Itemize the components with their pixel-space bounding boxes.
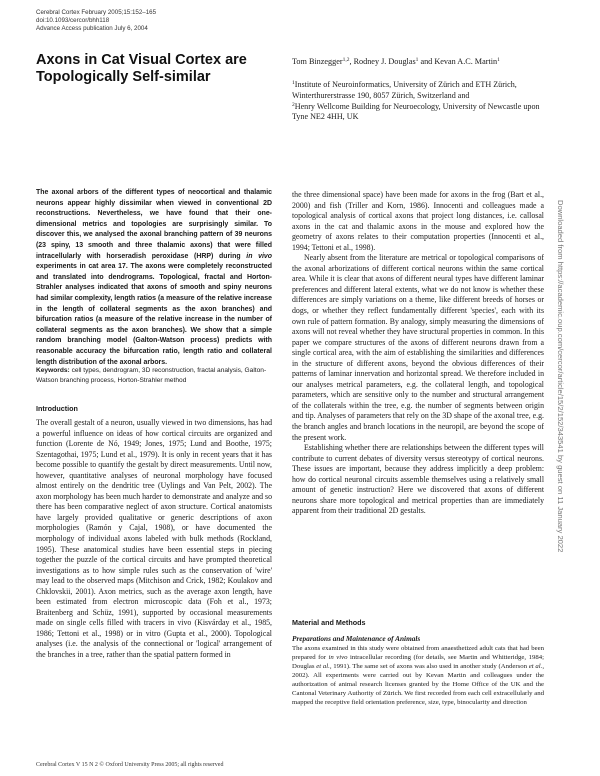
methods-paragraph: The axons examined in this study were obtained from anaesthetized adult cats that had been prepared for in vivo intracellular recording (for details, see Martin and Whitteridge, 1984; Douglas et al., 1991). The same set of axons was also used in another study (Anderson et al., 2002). All experiments were carried out by Kevan Martin and colleagues under the authorization of animal research licenses granted by the Home Office of the UK and the Cantonal Veterinary Authority of Zürich. We first recorded from each cell extracellularly and mapped the receptive field orientation preference, size, type, binocularity and direction <box>292 645 545 707</box>
methods-italic: et al. <box>528 663 543 671</box>
affiliation-mark: 1 <box>292 80 295 86</box>
author-affiliation-mark: 1 <box>497 57 500 63</box>
doi-line: doi:10.1093/cercor/bhh118 <box>36 17 110 25</box>
author-list: Tom Binzegger$^{1,2}$, Rodney J. Douglas$^1$ and Kevan A.C. Martin$^1$ <box>292 57 500 66</box>
introduction-heading: Introduction <box>36 404 78 413</box>
affiliation-text: Henry Wellcome Building for Neuroecology, University of Newcastle upon Tyne NE2 4HH, UK <box>292 101 540 122</box>
right-column-text <box>292 190 544 517</box>
col2-paragraph-2: Nearly absent from the literature are metrical or topological comparisons of the axonal arborizations of different cortical neurons within the same cortical area. While it is clear that axons of different neural types have different laminar preferences and different lateral extents, what we do not know is whether these differences are simply variations on a theme, like different breeds of horses or dogs, or whether they reflect fundamentally different 'species', each with its own rule of pattern formation. By analogy, simply measuring the dimensions of axons will not reveal whether they have structural properties in common. In this paper we compare structures of the axons of different neurons drawn from a single cortical area, with the aim of establishing the similarities and differences in the structure of different axons, beyond the obvious differences of their patterns of laminar innervation and horizontal spread. We therefore included in our analyses metrical parameters, e.g. the collateral length, and topological parameters, which are sensitive only to the number and structural arrangement of the collaterals within the tree, e.g. the number of segments between origin and tip. Analyses of parameters that rely on the 3D shape of the axonal tree, e.g. the branch angles and branch locations in the neuropil, are beyond the scope of the present work. <box>292 253 544 442</box>
watermark-text: Downloaded from https://academic.oup.com/cercor/article/15/2/152/343541 by guest on 11 January 2022 <box>556 200 565 553</box>
author-name: Kevan A.C. Martin <box>434 57 498 66</box>
preparations-subheading: Preparations and Maintenance of Animals <box>292 634 421 643</box>
page-footer: Cerebral Cortex V 15 N 2 © Oxford University Press 2005; all rights reserved <box>36 762 224 768</box>
intro-text: The overall gestalt of a neuron, usually viewed in two dimensions, has had a powerful influence on ideas of how cortical circuits are organized and function (Lorente de Nó, 1949; Jones, 1975; Lund and Boothe, 1975; Szentagothai, 1975; Lund et al., 1979). It is only in recent years that it has become possible to quantify the gestalt by direct measurements. Until now, however, quantitative analyses of neuronal morphology have focused almost entirely on the dendritic tree (Uylings and Van Pelt, 2002). The axon morphology has been much harder to demonstrate and analyze and so there has been comparative neglect of axon structure. Cortical anatomists have largely provided qualitative or generic descriptions of axon morphologies (Ramón y Cajal, 1908), or have documented the morphology of individual axons labeled with bulk methods (Rockland, 1995). These anatomical studies have been essential steps in piecing together the puzzle of the cortical circuits and have prompted theoretical investigations as to how simple rules such as the conservation of 'wire' may lead to the observed maps (Mitchison and Crick, 1982; Koulakov and Chklovskii, 2001). Axon metrics, such as the average axon length, have been estimated from electron microscopic data (Foh et al., 1973; Braitenberg and Schüz, 1991), supported by occasional measurements made on single cells filled with tracers in vivo (Kisvárday et al., 1985, 1986; Tettoni et al., 1998) or in vitro (Gupta et al., 2000). Topological analyses (i.e. the analysis of the connectional or 'logical' arrangement of the branches in a tree, rather than the spatial pattern formed in <box>36 418 272 660</box>
methods-italic: et al. <box>316 663 330 671</box>
keywords <box>36 366 272 387</box>
col2-paragraph-1: the three dimensional space) have been made for axons in the frog (Bart et al., 2000) and fish (Triller and Korn, 1986). Innocenti and colleagues made a topological analysis of cortical axons that project long distances, i.e. callosal axons in the cat and thalamic axons in the mouse and explored how the geometry of axons relates to their computation properties (Innocenti et al., 1994; Tettoni et al., 1998). <box>292 190 544 252</box>
col2-paragraph-3: Establishing whether there are relationships between the different types will contribute to current debates of diversity versus stereotypy of cortical neurons. These issues are important, because they address implicitly a deep problem: how do cortical neuronal circuits assemble themselves using a relatively small amount of genetic instruction? Here we discovered that axons of different neurons share more topological and metrical properties than are immediately apparent from their traditional 2D gestalts. <box>292 443 544 516</box>
author-affiliation-mark: 1 <box>415 57 419 63</box>
methods-italic: in vivo <box>328 654 348 662</box>
advance-access-line: Advance Access publication July 6, 2004 <box>36 25 148 33</box>
abstract: The axonal arbors of the different types of neocortical and thalamic neurons appear highly dissimilar when viewed in conventional 2D reconstructions. Nevertheless, we have found that their one-dimensional metrics and topologies are surprisingly similar. To discover this, we analysed the axonal branching pattern of 39 neurons (23 spiny, 13 smooth and three thalamic axons) that were filled intracellularly with horseradish peroxidase (HRP) during in vivo experiments in cat area 17. The axons were completely reconstructed and translated into dendrograms. Topological, fractal and Horton-Strahler analyses indicated that axons of smooth and spiny neurons had similar complexity, length ratios (a measure of the relative increase in the length of collateral segments as the axon branches) and bifurcation ratios (a measure of the relative increase in the number of collateral segments as the axon branches). We show that a simple random branching model (Galton-Watson process) predicts with reasonable accuracy the bifurcation ratio, length ratio and collateral length distribution of the axonal arbors. <box>36 189 272 366</box>
keywords-label: Keywords: <box>36 367 70 374</box>
methods-heading: Material and Methods <box>292 618 366 627</box>
affiliation <box>292 80 540 102</box>
affiliation-mark: 2 <box>292 101 295 108</box>
download-watermark <box>553 200 567 580</box>
journal-citation: Cerebral Cortex February 2005;15:152–165 <box>36 9 157 16</box>
author-affiliation-mark: 1,2 <box>342 57 350 63</box>
affiliations <box>292 80 540 123</box>
introduction-paragraph-1 <box>36 418 272 661</box>
author-name: Rodney J. Douglas <box>353 57 416 66</box>
affiliation-text: Institute of Neuroinformatics, University of Zürich and ETH Zürich, Winterthurerstrasse 190, 8057 Zürich, Switzerland and <box>292 80 517 100</box>
author-name: Tom Binzegger <box>292 57 343 66</box>
article-title: Axons in Cat Visual Cortex are Topologically Self-similar <box>36 52 247 85</box>
affiliation <box>292 102 540 124</box>
keywords-text: cell types, dendrogram, 3D reconstruction, fractal analysis, Galton-Watson branching process, Horton-Strahler method <box>36 367 267 385</box>
abstract-italic: in vivo <box>246 252 272 260</box>
journal-header <box>36 9 156 34</box>
